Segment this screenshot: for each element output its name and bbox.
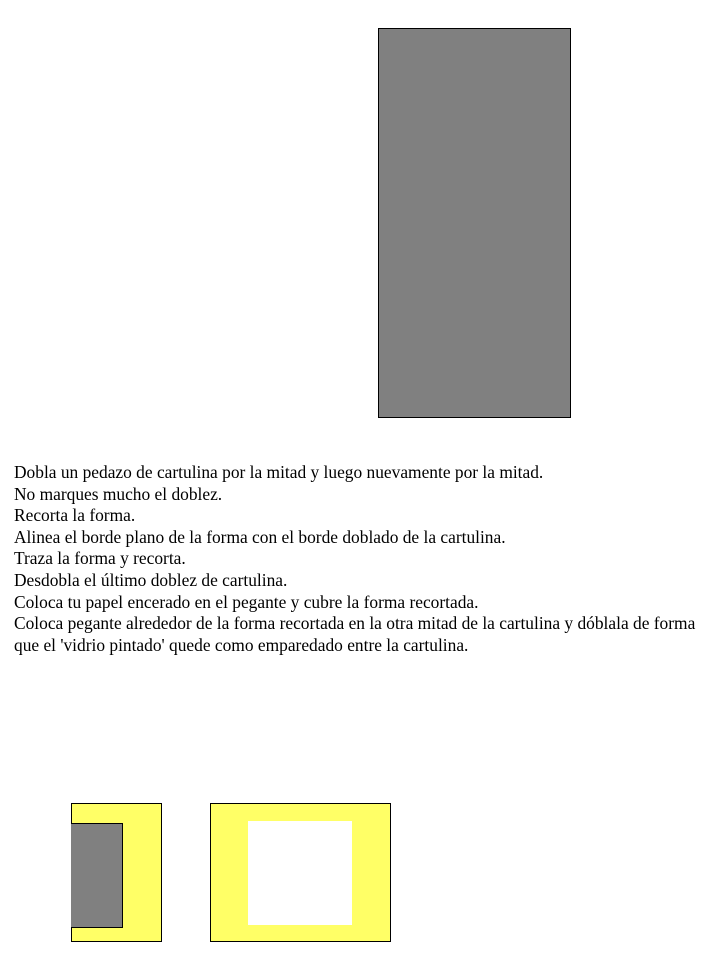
instructions-list (14, 462, 714, 656)
folded-cardboard-diagram (71, 803, 162, 942)
shape-template-panel (378, 28, 571, 418)
instruction-step: Alinea el borde plano de la forma con el borde doblado de la cartulina. (14, 526, 506, 547)
unfolded-cardboard-frame-diagram (210, 803, 391, 942)
instruction-step: Traza la forma y recorta. (14, 548, 186, 569)
instruction-step: No marques mucho el doblez. (14, 483, 223, 504)
instruction-step: Desdobla el último doblez de cartulina. (14, 569, 288, 590)
instruction-step: Coloca pegante alrededor de la forma recortada en la otra mitad de la cartulina y dóblala de forma que el 'vidrio pintado' quede como emparedado entre la cartulina. (14, 613, 696, 655)
instruction-step: Dobla un pedazo de cartulina por la mitad y luego nuevamente por la mitad. (14, 462, 544, 482)
shape-cutout (71, 823, 123, 928)
cutout-window (248, 821, 352, 925)
instruction-step: Recorta la forma. (14, 505, 136, 526)
instruction-step: Coloca tu papel encerado en el pegante y cubre la forma recortada. (14, 591, 479, 612)
